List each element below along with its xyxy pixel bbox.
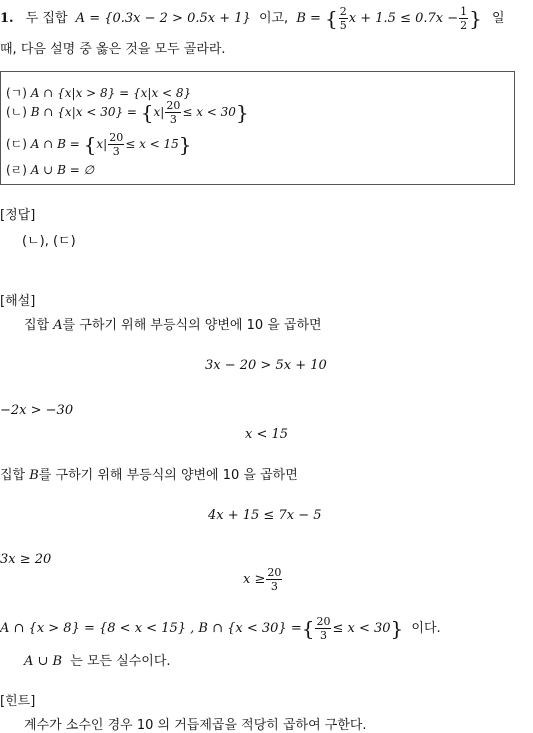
conclusion-line: A ∩ {x > 8} = {8 < x < 15} , B ∩ {x < 30} ={ $\frac{20}{3}$ ≤ x < 30} 이다. bbox=[0, 615, 441, 642]
brace-close: } bbox=[178, 132, 192, 157]
choice-3 bbox=[6, 132, 192, 157]
problem-line-2: 때, 다음 설명 중 옳은 것을 모두 골라라. bbox=[0, 42, 226, 57]
brace-close: } bbox=[390, 616, 404, 641]
choice-inner-a: x| bbox=[96, 137, 108, 151]
fraction-one-half: $\frac{1}{2}$ bbox=[460, 5, 468, 32]
choice-inner-b: ≤ x < 30 bbox=[182, 105, 236, 119]
answer-value: (ㄴ), (ㄷ) bbox=[22, 234, 76, 249]
union-line: A ∪ B 는 모든 실수이다. bbox=[24, 654, 171, 669]
brace-open: { bbox=[325, 6, 338, 31]
set-a-definition: A = {0.3x − 2 > 0.5x + 1} bbox=[75, 11, 251, 26]
equation-6: x ≥ $\frac{20}{3}$ bbox=[243, 566, 282, 593]
problem-text-2: 이고, bbox=[258, 11, 289, 26]
choice-prefix: B ∩ {x|x < 30} = bbox=[30, 105, 141, 119]
choice-text: A ∩ {x|x > 8} = {x|x < 8} bbox=[30, 86, 192, 100]
brace-close: } bbox=[235, 100, 249, 125]
hint-heading: [힌트] bbox=[0, 694, 36, 709]
problem-text-1: 두 집합 bbox=[25, 11, 68, 26]
problem-number: 1. bbox=[0, 11, 14, 26]
solution-heading: [해설] bbox=[0, 294, 36, 309]
answer-heading: [정답] bbox=[0, 208, 36, 223]
fraction-twenty-thirds: $\frac{20}{3}$ bbox=[267, 566, 282, 593]
choice-2 bbox=[6, 100, 249, 125]
equation-4: 4x + 15 ≤ 7x − 5 bbox=[208, 508, 322, 523]
problem-line-1 bbox=[0, 6, 505, 31]
choice-inner-b: ≤ x < 15 bbox=[125, 137, 179, 151]
choice-inner-a: x| bbox=[153, 105, 165, 119]
equation-1: 3x − 20 > 5x + 10 bbox=[205, 358, 327, 373]
equation-5: 3x ≥ 20 bbox=[0, 552, 52, 567]
brace-close: } bbox=[469, 6, 482, 31]
choice-text: A ∪ B = ∅ bbox=[30, 163, 95, 177]
brace-open: { bbox=[140, 100, 154, 125]
choice-marker: (ㄷ) bbox=[6, 137, 27, 151]
choice-prefix: A ∩ B = bbox=[30, 137, 84, 151]
choice-marker: (ㄴ) bbox=[6, 105, 27, 119]
choice-4 bbox=[6, 161, 94, 178]
hint-text: 계수가 소수인 경우 10 의 거듭제곱을 적당히 곱하여 구한다. bbox=[24, 718, 367, 733]
fraction-twenty-thirds: $\frac{20}{3}$ bbox=[109, 131, 124, 158]
choice-marker: (ㄹ) bbox=[6, 163, 27, 177]
choice-marker: (ㄱ) bbox=[6, 86, 27, 100]
solution-line-2: 집합 B를 구하기 위해 부등식의 양변에 10 을 곱하면 bbox=[0, 468, 298, 483]
equation-3: x < 15 bbox=[245, 427, 289, 442]
equation-2: −2x > −30 bbox=[0, 403, 74, 418]
choice-1 bbox=[6, 84, 191, 101]
fraction-twenty-thirds: $\frac{20}{3}$ bbox=[166, 99, 181, 126]
brace-open: { bbox=[83, 132, 97, 157]
solution-line-1: 집합 A를 구하기 위해 부등식의 양변에 10 을 곱하면 bbox=[24, 318, 322, 333]
problem-text-3: 일 bbox=[492, 11, 505, 26]
fraction-twenty-thirds: $\frac{20}{3}$ bbox=[316, 615, 331, 642]
set-b-prefix: B = bbox=[296, 11, 326, 26]
fraction-two-fifths: $\frac{2}{5}$ bbox=[339, 5, 347, 32]
brace-open: { bbox=[301, 616, 315, 641]
set-b-middle: x + 1.5 ≤ 0.7x − bbox=[348, 11, 459, 26]
